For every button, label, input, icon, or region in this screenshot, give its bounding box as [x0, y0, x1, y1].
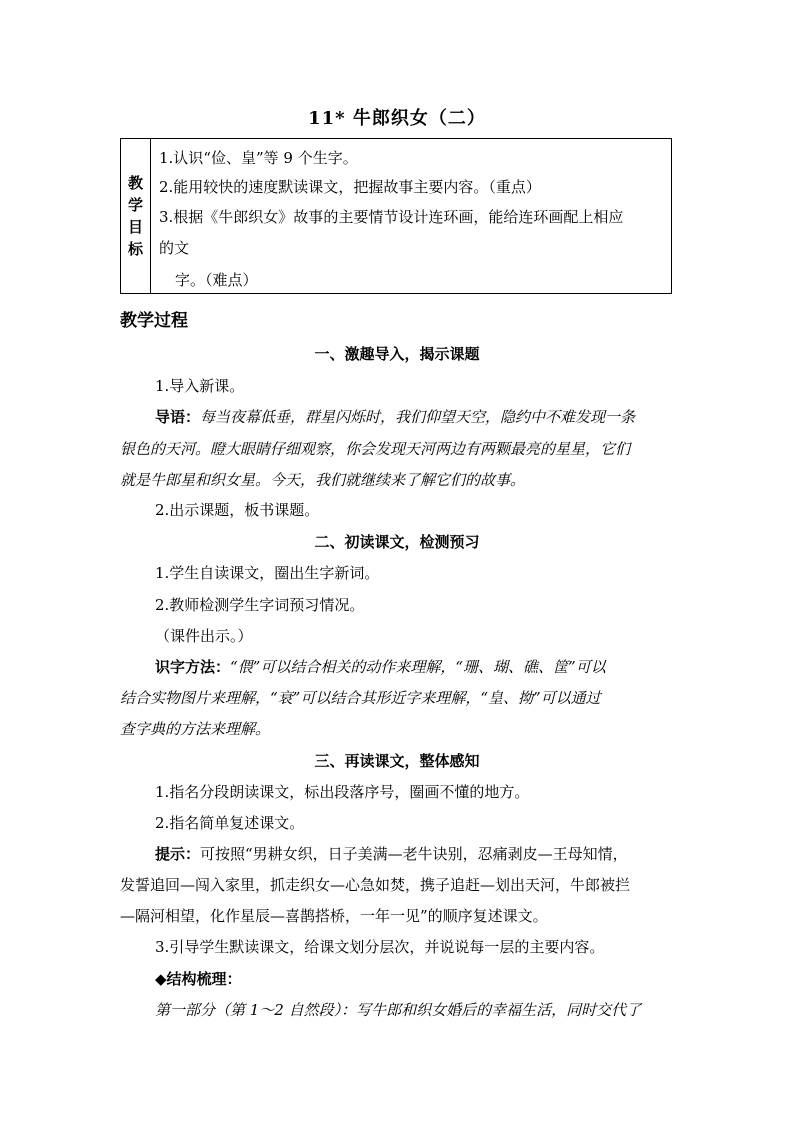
paragraph: （课件出示。） [155, 627, 253, 645]
goals-label-cell [121, 139, 151, 293]
section-heading: 三、再读课文，整体感知 [314, 752, 480, 770]
process-heading: 教学过程 [120, 311, 188, 331]
goal-item: 的文 [159, 239, 190, 257]
paragraph: 1.学生自读课文，圈出生字新词。 [155, 564, 380, 582]
goal-item: 1.认识“俭、皇”等 9 个生字。 [159, 149, 358, 167]
tip-line: 发誓追回—闯入家里，抓走织女—心急如焚，携子追赶—划出天河，牛郎被拦 [120, 876, 631, 894]
goal-item: 2.能用较快的速度默读课文，把握故事主要内容。（重点） [159, 178, 541, 196]
goals-label-char: 目 [127, 218, 143, 236]
lesson-title: 11* 牛郎织女（二） [308, 108, 486, 129]
goal-item: 字。（难点） [175, 271, 258, 289]
method-label: 识字方法： [155, 658, 231, 676]
paragraph: 2.教师检测学生字词预习情况。 [155, 596, 365, 614]
goals-label-char: 学 [127, 196, 143, 214]
section-heading: 二、初读课文，检测预习 [314, 533, 480, 551]
paragraph: 1.导入新课。 [155, 377, 245, 395]
method-line: 结合实物图片来理解，“衰”可以结合其形近字来理解，“皇、拗”可以通过 [120, 689, 601, 707]
teaching-goals-table [120, 138, 672, 294]
lead-line: 银色的天河。瞪大眼睛仔细观察，你会发现天河两边有两颗最亮的星星，它们 [120, 440, 631, 458]
paragraph: 2.指名简单复述课文。 [155, 814, 305, 832]
method-paragraph [155, 656, 606, 677]
section-heading: 一、激趣导入，揭示课题 [314, 345, 480, 363]
paragraph: 1.指名分段朗读课文，标出段落序号，圈画不懂的地方。 [155, 783, 530, 801]
lead-paragraph [155, 406, 635, 427]
goals-label-char: 标 [127, 240, 143, 258]
goal-item: 3.根据《牛郎织女》故事的主要情节设计连环画，能给连环画配上相应 [159, 208, 624, 226]
tip-paragraph [155, 843, 628, 864]
method-line: 查字典的方法来理解。 [120, 720, 271, 738]
lead-line: 每当夜幕低垂，群星闪烁时，我们仰望天空，隐约中不难发现一条 [200, 408, 636, 426]
tip-line: 可按照“男耕女织，日子美满—老牛诀别，忍痛剥皮—王母知情， [200, 845, 628, 863]
lead-line: 就是牛郎星和织女星。今天，我们就继续来了解它们的故事。 [120, 471, 526, 489]
paragraph: 3.引导学生默读课文，给课文划分层次，并说说每一层的主要内容。 [155, 938, 605, 956]
structure-line: 第一部分（第 1～2 自然段）：写牛郎和织女婚后的幸福生活，同时交代了 [155, 1001, 642, 1019]
tip-line: —隔河相望，化作星辰—喜鹊搭桥，一年一见”的顺序复述课文。 [120, 907, 548, 925]
structure-heading: ◆结构梳理： [155, 970, 242, 988]
goals-label-char: 教 [127, 174, 143, 192]
lead-label: 导语： [155, 408, 201, 426]
tip-label: 提示： [155, 845, 201, 863]
paragraph: 2.出示课题，板书课题。 [155, 501, 320, 519]
method-line: “偎”可以结合相关的动作来理解，“珊、瑚、礁、筐”可以 [230, 658, 606, 676]
